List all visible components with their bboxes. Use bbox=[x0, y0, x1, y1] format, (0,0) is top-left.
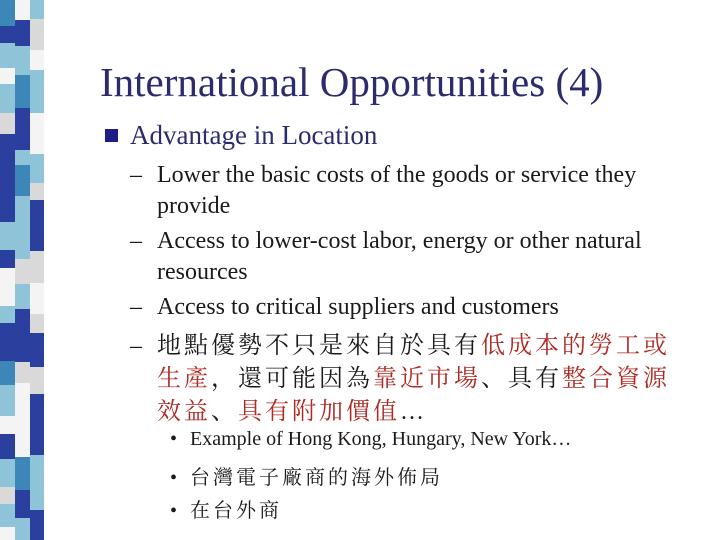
stripe-block bbox=[30, 283, 44, 314]
stripe-block bbox=[0, 504, 15, 527]
stripe-block bbox=[15, 329, 30, 362]
stripe-block bbox=[0, 43, 15, 68]
stripe-block bbox=[30, 113, 44, 129]
stripe-block bbox=[0, 165, 15, 191]
stripe-block bbox=[30, 476, 44, 491]
stripe-block bbox=[15, 125, 30, 150]
stripe-block bbox=[15, 20, 30, 46]
stripe-block bbox=[15, 46, 30, 75]
stripe-block bbox=[0, 416, 15, 434]
stripe-block bbox=[30, 50, 44, 70]
stripe-block bbox=[30, 200, 44, 237]
subitem-2: – Access to lower-cost labor, energy or other natural resources bbox=[130, 226, 710, 288]
bullet-dot-icon: • bbox=[170, 428, 178, 450]
stripe-block bbox=[30, 333, 44, 351]
stripe-block bbox=[0, 527, 15, 540]
stripe-block bbox=[0, 68, 15, 84]
bullet-dot-icon: • bbox=[170, 500, 181, 522]
subitem-text: Lower the basic costs of the goods or service they provide bbox=[157, 162, 637, 219]
level1-text: Advantage in Location bbox=[130, 120, 378, 150]
subitem-4: – 地點優勢不只是來自於具有低成本的勞工或生產，還可能因為靠近市場、具有整合資源效益、具有附加價值… bbox=[130, 330, 670, 429]
stripe-block bbox=[15, 108, 30, 125]
stripe-block bbox=[30, 351, 44, 367]
stripe-block bbox=[30, 314, 44, 333]
subitem-3: – Access to critical suppliers and customers bbox=[130, 292, 710, 323]
stripe-block bbox=[0, 268, 15, 306]
highlight-text: 具有附加價值 bbox=[238, 399, 400, 425]
stripe-block bbox=[30, 251, 44, 283]
subitem-text: Access to critical suppliers and customers bbox=[157, 294, 559, 320]
stripe-block bbox=[30, 429, 44, 455]
stripe-block bbox=[30, 394, 44, 429]
stripe-block bbox=[0, 191, 15, 222]
stripe-block bbox=[30, 70, 44, 84]
stripe-block bbox=[15, 75, 30, 108]
stripe-block bbox=[30, 129, 44, 154]
stripe-block bbox=[15, 383, 30, 419]
stripe-block bbox=[30, 237, 44, 251]
stripe-block bbox=[0, 26, 15, 43]
stripe-block bbox=[0, 323, 15, 361]
stripe-block bbox=[0, 134, 15, 165]
stripe-block bbox=[30, 84, 44, 113]
bullet-item-2: • 台灣電子廠商的海外佈局 bbox=[170, 467, 443, 489]
stripe-block bbox=[30, 154, 44, 183]
stripe-block bbox=[0, 84, 15, 113]
stripe-block bbox=[15, 518, 30, 540]
stripe-block bbox=[15, 150, 30, 165]
stripe-block bbox=[15, 165, 30, 196]
stripe-block bbox=[0, 385, 15, 416]
stripe-block bbox=[15, 419, 30, 457]
stripe-block bbox=[30, 183, 44, 200]
stripe-block bbox=[0, 459, 15, 487]
stripe-block bbox=[15, 196, 30, 234]
stripe-block bbox=[15, 284, 30, 309]
stripe-block bbox=[0, 306, 15, 323]
level1-item bbox=[105, 120, 377, 151]
highlight-text: 整合資源效益 bbox=[157, 366, 670, 425]
stripe-block bbox=[30, 0, 44, 19]
stripe-block bbox=[30, 510, 44, 540]
square-bullet-icon bbox=[105, 129, 118, 142]
stripe-block bbox=[0, 434, 15, 459]
stripe-block bbox=[0, 222, 15, 250]
stripe-block bbox=[15, 457, 30, 490]
bullet-item-3: • 在台外商 bbox=[170, 500, 282, 522]
bullet-dot-icon: • bbox=[170, 467, 181, 489]
decorative-stripe bbox=[0, 0, 44, 540]
stripe-block bbox=[15, 0, 30, 20]
stripe-block bbox=[0, 487, 15, 504]
bullet-item-1: • Example of Hong Kong, Hungary, New York… bbox=[170, 428, 572, 450]
highlight-text: 靠近市場 bbox=[373, 366, 481, 392]
stripe-block bbox=[30, 367, 44, 394]
stripe-block bbox=[15, 309, 30, 329]
stripe-block bbox=[0, 250, 15, 268]
subitem-text: Access to lower-cost labor, energy or other natural resources bbox=[157, 228, 642, 285]
stripe-block bbox=[30, 455, 44, 476]
subitem-1: – Lower the basic costs of the goods or service they provide bbox=[130, 160, 710, 222]
stripe-block bbox=[0, 361, 15, 385]
cjk-text: 地點優勢不只是來自於具有低成本的勞工或生產，還可能因為靠近市場、具有整合資源效益、具有附加價值… bbox=[157, 333, 670, 425]
stripe-block bbox=[15, 234, 30, 259]
stripe-block bbox=[0, 113, 15, 134]
stripe-block bbox=[30, 19, 44, 50]
slide-title: International Opportunities (4) bbox=[100, 59, 604, 105]
stripe-block bbox=[15, 490, 30, 518]
stripe-block bbox=[15, 362, 30, 383]
stripe-block bbox=[30, 491, 44, 510]
highlight-text: 低成本的勞工或生產 bbox=[157, 333, 670, 392]
stripe-block bbox=[15, 259, 30, 284]
stripe-block bbox=[0, 0, 15, 26]
